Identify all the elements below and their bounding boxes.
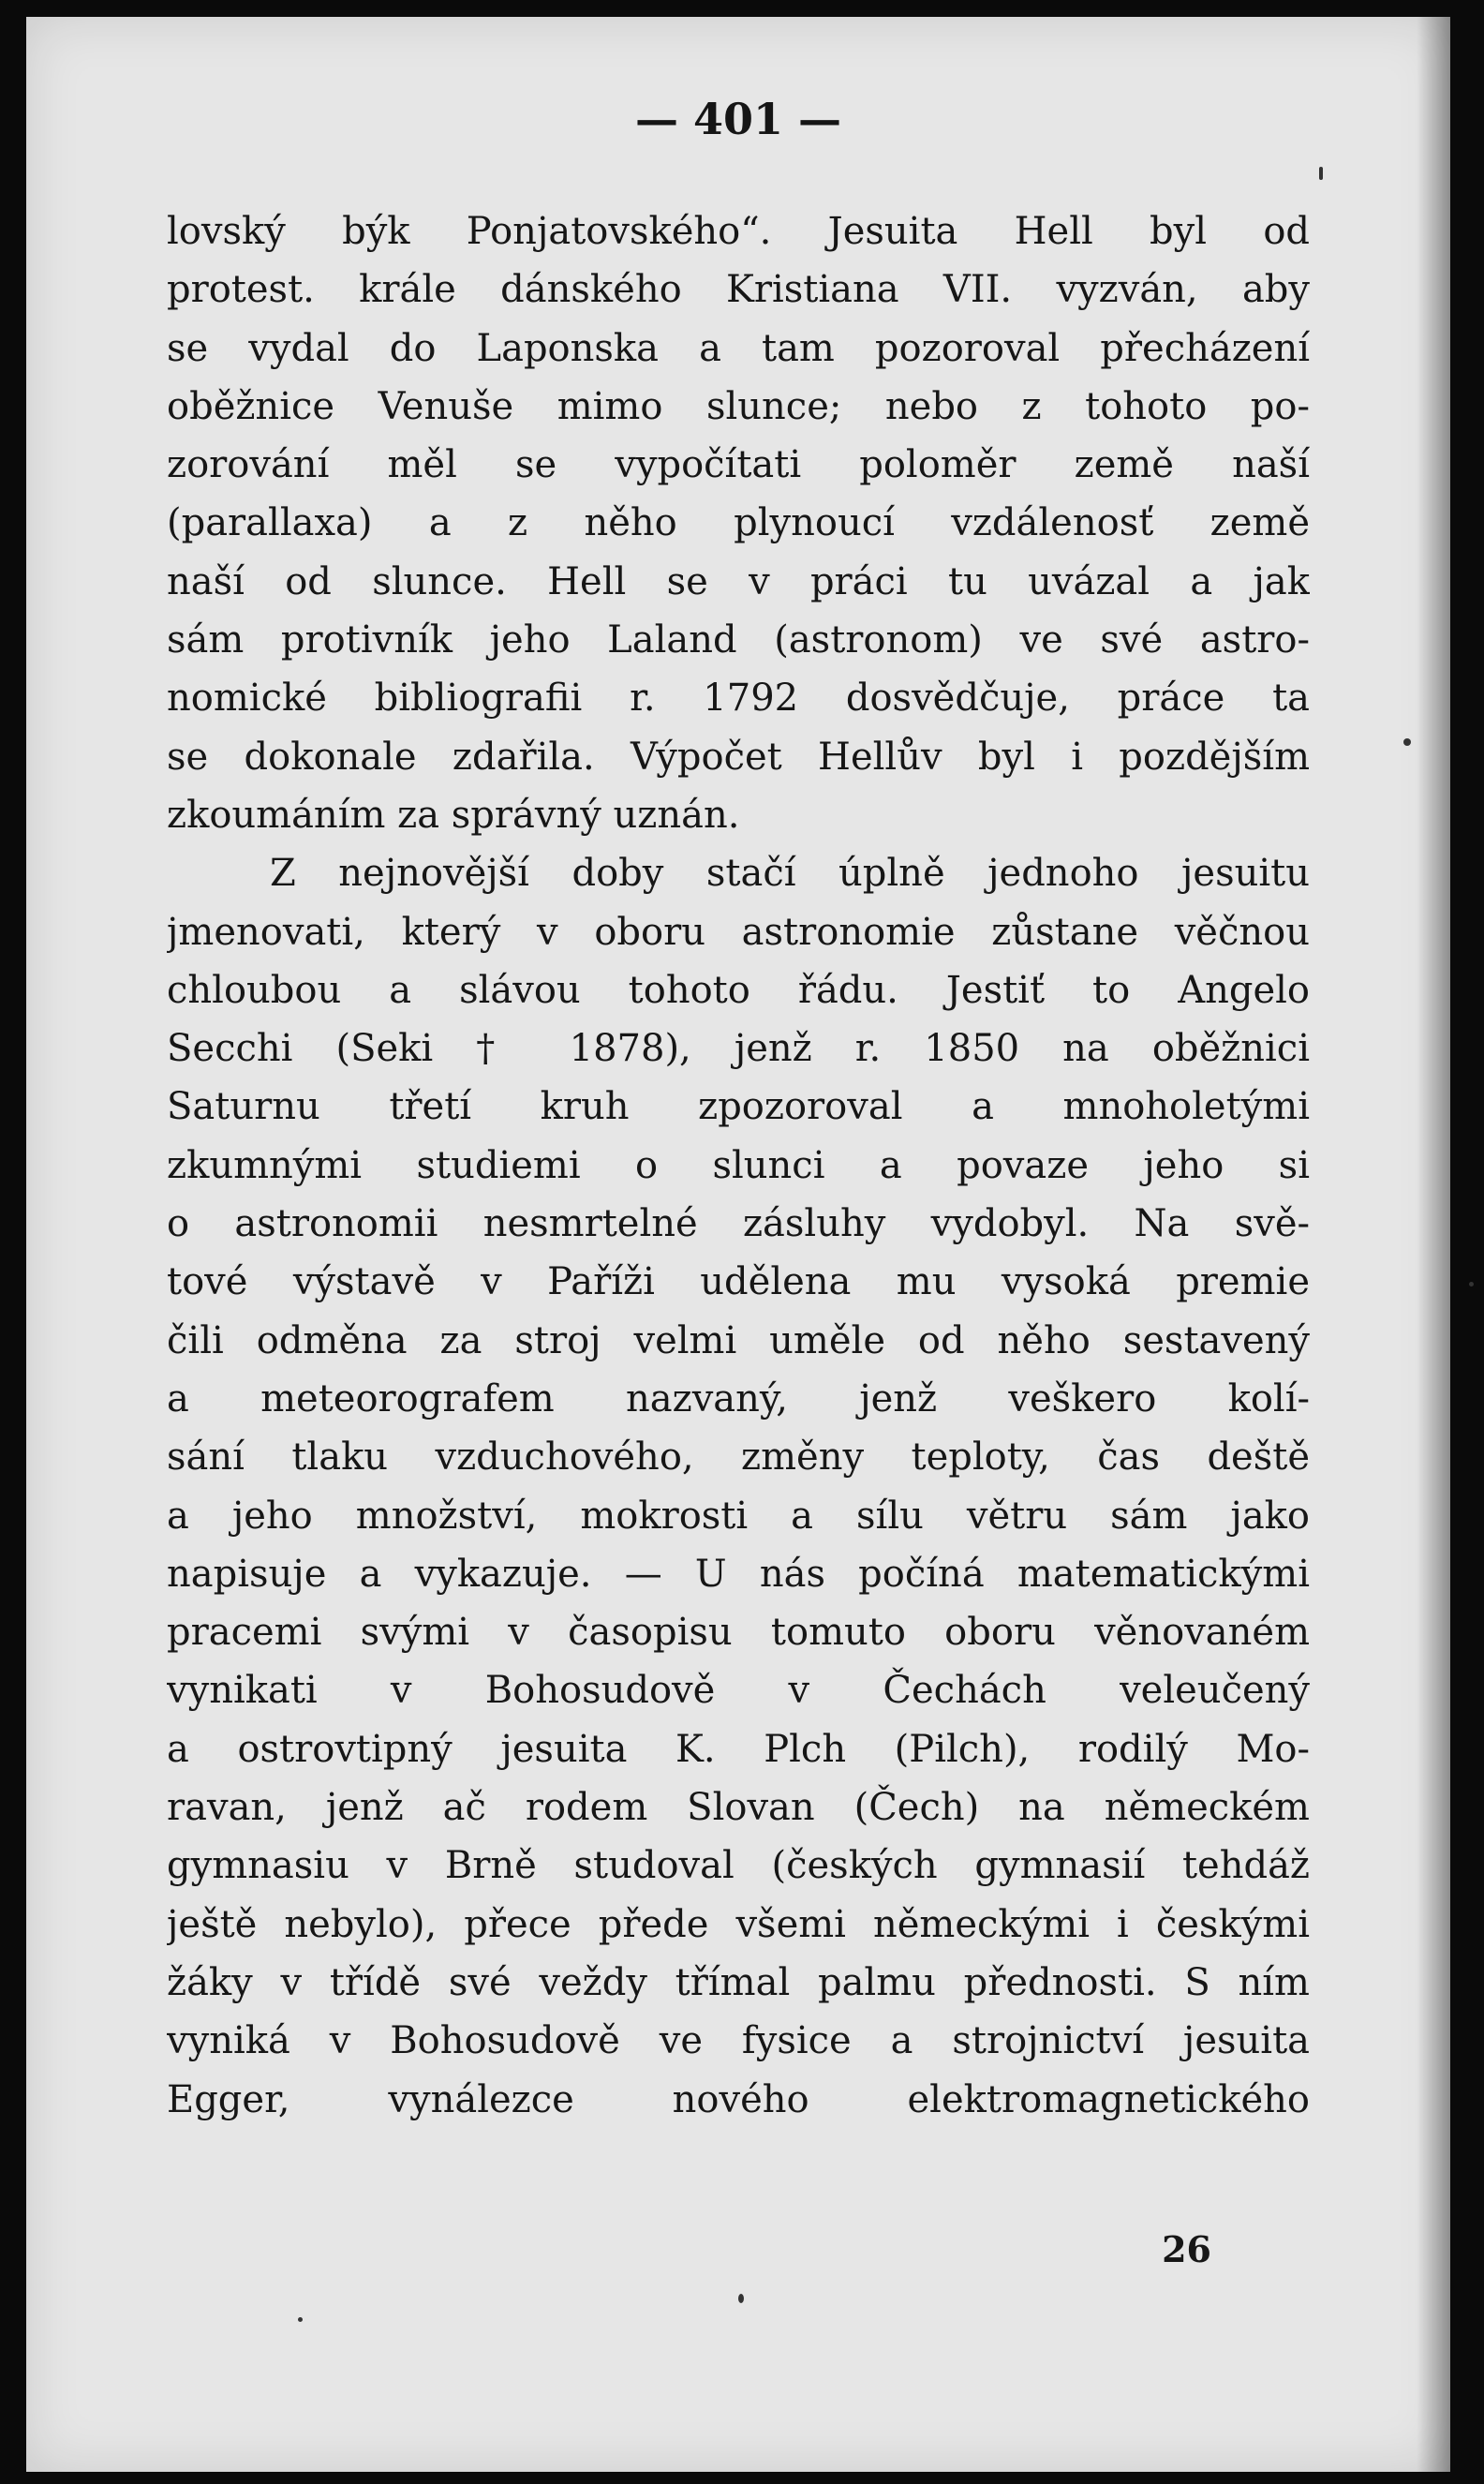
text-line: o astronomii nesmrtelné zásluhy vydobyl. Na svě- bbox=[167, 1202, 1310, 1246]
text-line: a ostrovtipný jesuita K. Plch (Pilch), rodilý Mo- bbox=[167, 1727, 1310, 1771]
text-line: sání tlaku vzduchového, změny teploty, čas deště bbox=[167, 1435, 1310, 1480]
text-line: lovský býk Ponjatovského“. Jesuita Hell byl od bbox=[167, 210, 1310, 253]
page-edge-shadow bbox=[1417, 17, 1450, 2472]
text-line: tové výstavě v Paříži udělena mu vysoká premie bbox=[167, 1260, 1310, 1304]
text-line: žáky v třídě své veždy třímal palmu přednosti. S ním bbox=[167, 1960, 1310, 2004]
page-number-header: — 401 — bbox=[634, 94, 842, 144]
paper-speck bbox=[738, 2294, 744, 2303]
text-line: se dokonale zdařila. Výpočet Hellův byl i pozdějším bbox=[167, 735, 1310, 779]
text-line: ještě nebylo), přece přede všemi německými i českými bbox=[167, 1902, 1310, 1946]
text-line: gymnasiu v Brně studoval (českých gymnasií tehdáž bbox=[167, 1844, 1310, 1888]
text-line: ravan, jenž ač rodem Slovan (Čech) na německém bbox=[167, 1786, 1310, 1830]
paper-speck bbox=[298, 2317, 303, 2322]
text-line: a meteorografem nazvaný, jenž veškero kolí- bbox=[167, 1376, 1310, 1420]
text-line: protest. krále dánského Kristiana VII. vyzván, aby bbox=[167, 268, 1310, 312]
text-line: Saturnu třetí kruh zpozoroval a mnoholetými bbox=[167, 1085, 1310, 1129]
text-line: napisuje a vykazuje. — U nás počíná matematickými bbox=[167, 1552, 1310, 1596]
text-line: vyniká v Bohosudově ve fysice a strojnictví jesuita bbox=[167, 2019, 1310, 2063]
text-line: oběžnice Venuše mimo slunce; nebo z tohoto po- bbox=[167, 384, 1310, 428]
text-line: čili odměna za stroj velmi uměle od něho sestavený bbox=[167, 1318, 1310, 1362]
body-text bbox=[167, 202, 1310, 2129]
text-line: sám protivník jeho Laland (astronom) ve své astro- bbox=[167, 618, 1310, 662]
text-line-paragraph-start: Z nejnovější doby stačí úplně jednoho jesuitu bbox=[270, 852, 1310, 896]
book-page bbox=[26, 17, 1450, 2472]
text-line: Egger, vynálezce nového elektromagnetického bbox=[167, 2077, 1310, 2121]
text-line: (parallaxa) a z něho plynoucí vzdálenosť země bbox=[167, 501, 1310, 545]
signature-mark: 26 bbox=[1162, 2228, 1211, 2270]
paper-speck bbox=[1403, 738, 1411, 746]
text-line: vynikati v Bohosudově v Čechách veleučený bbox=[167, 1669, 1310, 1713]
text-line: se vydal do Laponska a tam pozoroval přecházení bbox=[167, 326, 1310, 370]
text-line: chloubou a slávou tohoto řádu. Jestiť to Angelo bbox=[167, 968, 1310, 1012]
text-line: jmenovati, který v oboru astronomie zůstane věčnou bbox=[167, 910, 1310, 954]
text-line: Secchi (Seki † 1878), jenž r. 1850 na oběžnici bbox=[167, 1027, 1310, 1071]
text-line: naší od slunce. Hell se v práci tu uvázal a jak bbox=[167, 559, 1310, 603]
text-line: zkumnými studiemi o slunci a povaze jeho si bbox=[167, 1143, 1310, 1187]
text-line: pracemi svými v časopisu tomuto oboru věnovaném bbox=[167, 1611, 1310, 1655]
paper-speck bbox=[1469, 1282, 1474, 1287]
text-line: nomické bibliografii r. 1792 dosvědčuje, práce ta bbox=[167, 677, 1310, 721]
text-line-paragraph-end: zkoumáním za správný uznán. bbox=[167, 793, 740, 837]
paper-speck bbox=[1319, 167, 1323, 180]
text-line: zorování měl se vypočítati poloměr země naší bbox=[167, 443, 1310, 487]
text-line: a jeho množství, mokrosti a sílu větru sám jako bbox=[167, 1494, 1310, 1538]
